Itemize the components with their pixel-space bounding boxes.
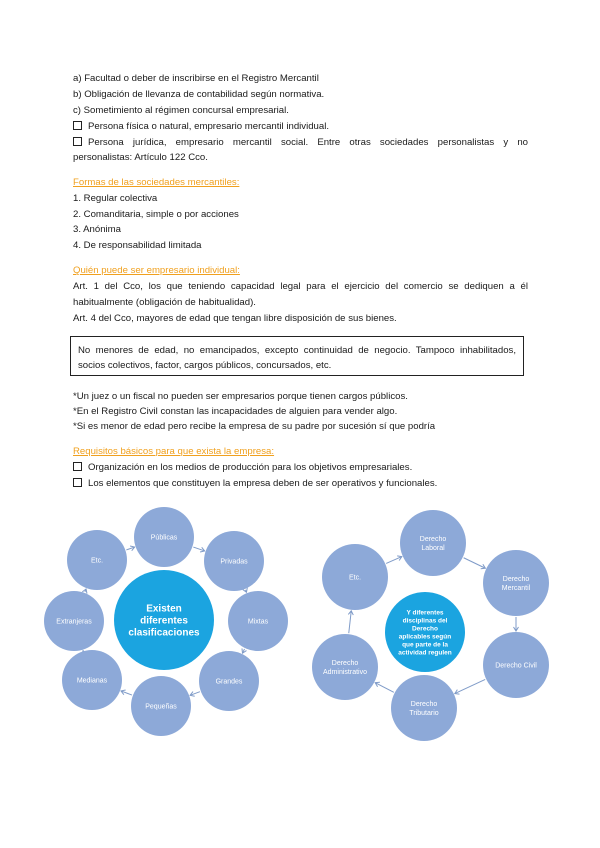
section-heading-formas: Formas de las sociedades mercantiles: — [73, 177, 240, 188]
diagram-node-label-line: Derecho — [331, 659, 359, 667]
diagram-node-label-line: Derecho — [502, 575, 530, 583]
diagram-node-label-line: Medianas — [76, 677, 108, 685]
diagram-node-label-line: Derecho — [419, 535, 447, 543]
text-line: c) Sometimiento al régimen concursal empresarial. — [73, 105, 289, 116]
diagram-node — [391, 675, 457, 741]
diagram-node-label-line: Extranjeras — [56, 618, 92, 626]
diagram-center-label-line: diferentes — [140, 615, 188, 627]
checkbox-item-label: Los elementos que constituyen la empresa deben de ser operativos y funcionales. — [88, 478, 438, 489]
diagram-center-label-line: Derecho — [411, 625, 439, 633]
diagram-node-label-line: Mercantil — [501, 584, 531, 592]
diagram-node-label — [216, 678, 243, 685]
diagram-node-label — [220, 558, 248, 565]
diagram-center-label — [398, 609, 451, 656]
diagram-center-label-line: Y diferentes — [406, 609, 444, 617]
diagram-node-label-line: Derecho — [410, 700, 438, 708]
diagram-node-label-line: Tributario — [409, 709, 439, 717]
note-line: *Un juez o un fiscal no pueden ser empresarios porque tienen cargos públicos. — [73, 391, 408, 402]
text-line: Art. 4 del Cco, mayores de edad que tengan libre disposición de sus bienes. — [73, 313, 397, 324]
checkbox-item-label: Persona jurídica, empresario mercantil social. Entre otras sociedades personalistas y no — [88, 137, 528, 148]
diagram-center-label-line: Existen — [146, 603, 182, 615]
diagram-node-label — [91, 557, 103, 564]
list-item: 4. De responsabilidad limitada — [73, 240, 202, 251]
text-line: b) Obligación de llevanza de contabilidad según normativa. — [73, 89, 325, 100]
diagram-node-label-line: Administrativo — [323, 668, 367, 676]
text-line: Art. 1 del Cco, los que teniendo capacidad legal para el ejercicio del comercio se dediquen a él — [73, 281, 528, 292]
checkbox-item-label: Persona física o natural, empresario mercantil individual. — [88, 121, 330, 132]
diagram-node-label-line: Laboral — [421, 544, 445, 552]
bordered-note-text: No menores de edad, no emancipados, excepto continuidad de negocio. Tampoco inhabilitados, socios colectivos, factor, cargos públicos, concursados, etc. — [78, 345, 516, 371]
diagram-node — [483, 550, 549, 616]
connector-line — [375, 683, 394, 693]
diagram-node-label-line: Derecho Civil — [495, 662, 537, 670]
diagram-node-label — [495, 662, 537, 669]
list-item: 1. Regular colectiva — [73, 193, 158, 204]
diagram-node-label — [145, 703, 177, 710]
diagram-center-label-line: aplicables según — [398, 633, 452, 641]
section-heading-quien: Quién puede ser empresario individual: — [73, 265, 240, 276]
note-line: *Si es menor de edad pero recibe la empresa de su padre por sucesión sí que podría — [73, 421, 436, 432]
diagram-node-label-line: Privadas — [220, 558, 248, 566]
diagram-node-label-line: Mixtas — [247, 618, 269, 626]
diagram-node-label-line: Grandes — [215, 678, 243, 686]
diagram-center-label-line: que parte de la — [402, 641, 448, 649]
section-heading-requisitos: Requisitos básicos para que exista la empresa: — [73, 446, 275, 457]
diagram-node — [400, 510, 466, 576]
checkbox-item-label: Organización en los medios de producción para los objetivos empresariales. — [88, 462, 413, 473]
note-line: *En el Registro Civil constan las incapacidades de alguien para vender algo. — [73, 406, 398, 417]
list-item: 3. Anónima — [73, 224, 122, 235]
diagram-node-label — [349, 574, 361, 581]
connector-line — [464, 558, 486, 568]
diagram-node-label — [56, 618, 92, 625]
diagram-center-label-line: disciplinas del — [402, 617, 448, 625]
diagram-node-label-line: Etc. — [348, 574, 362, 582]
text-line: a) Facultad o deber de inscribirse en el Registro Mercantil — [73, 73, 319, 84]
diagram-node-label — [151, 534, 178, 541]
diagram-node-label — [248, 618, 269, 625]
text-line: personalistas: Artículo 122 Cco. — [73, 152, 208, 163]
diagram-node — [312, 634, 378, 700]
list-item: 2. Comanditaria, simple o por acciones — [73, 209, 239, 220]
connector-line — [455, 679, 485, 693]
diagram-node-label-line: Etc. — [90, 557, 104, 565]
diagram-center-label-line: clasificaciones — [128, 627, 200, 639]
diagram-center-label-line: actividad regulen — [398, 649, 452, 657]
diagram-node-label-line: Públicas — [150, 534, 178, 542]
diagram-node-label-line: Pequeñas — [145, 703, 177, 711]
diagram-node-label — [77, 677, 108, 684]
text-line: habitualmente (obligación de habitualidad). — [73, 297, 256, 308]
